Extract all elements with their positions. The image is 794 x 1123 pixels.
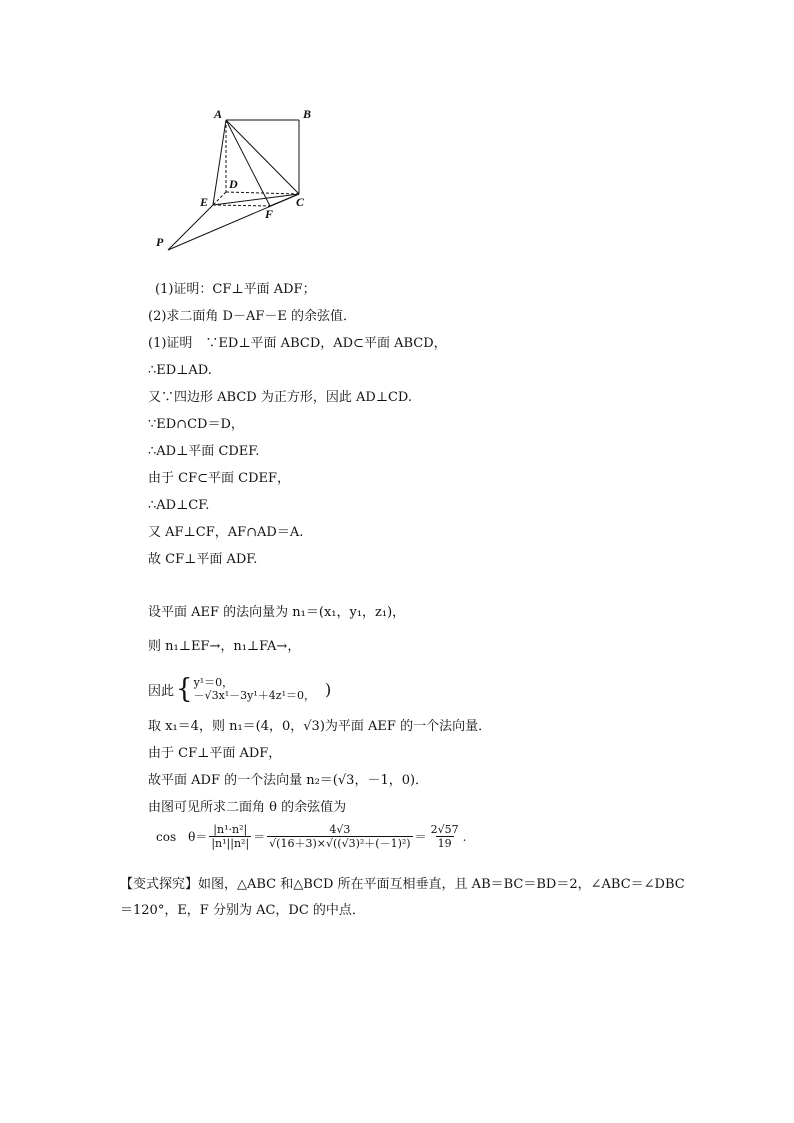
fraction-1-denominator: |n¹||n²|: [211, 837, 250, 850]
edge-AE: [213, 120, 226, 205]
label-P: P: [156, 235, 164, 249]
system-row-2: －√3x¹－3y¹＋4z¹＝0，: [193, 689, 316, 702]
cosine-intro-line: 由图可见所求二面角 θ 的余弦值为: [148, 800, 347, 815]
proof-line-5: ∴AD⊥平面 CDEF.: [148, 444, 260, 459]
normal-vector-line: 设平面 AEF 的法向量为 n₁＝(x₁，y₁，z₁)，: [148, 605, 406, 620]
edge-EP: [168, 205, 213, 250]
fraction-1-numerator: |n¹·n²|: [213, 823, 248, 836]
fraction-2-numerator: 4√3: [329, 823, 351, 836]
equals-1: ＝: [253, 830, 266, 844]
label-E: E: [200, 195, 209, 209]
label-D: D: [229, 177, 238, 191]
label-B: B: [303, 107, 312, 121]
label-C: C: [296, 195, 305, 209]
question-1: (1)证明：CF⊥平面 ADF；: [155, 282, 316, 297]
fraction-2-denominator: √(16＋3)×√((√3)²＋(－1)²): [269, 837, 411, 850]
question-2: (2)求二面角 D－AF－E 的余弦值．: [148, 309, 357, 324]
pyramid-diagram: [150, 100, 320, 260]
proof-line-6: 由于 CF⊂平面 CDEF，: [148, 471, 291, 486]
system-rows: [194, 676, 315, 702]
edge-EF-hidden: [213, 205, 270, 206]
system-suffix: ): [325, 679, 332, 699]
perpendicular-line: 则 n₁⊥EF→，n₁⊥FA→，: [148, 639, 301, 654]
label-F: F: [265, 207, 274, 221]
proof-line-2: ∴ED⊥AD.: [148, 363, 212, 378]
proof-line-1: (1)证明 ∵ED⊥平面 ABCD，AD⊂平面 ABCD，: [148, 336, 447, 351]
proof-line-9: 故 CF⊥平面 ADF.: [148, 552, 258, 567]
fraction-dot-product: [209, 823, 251, 850]
label-A: A: [214, 107, 223, 121]
cos-label: cos θ＝: [156, 830, 208, 844]
equals-2: ＝: [414, 830, 427, 844]
left-brace-icon: {: [176, 673, 193, 705]
proof-line-8: 又 AF⊥CF，AF∩AD＝A.: [148, 525, 304, 540]
choose-x1-line: 取 x₁＝4，则 n₁＝(4，0，√3)为平面 AEF 的一个法向量．: [148, 719, 492, 734]
proof-line-7: ∴AD⊥CF.: [148, 498, 210, 513]
system-prefix: 因此: [148, 683, 175, 699]
system-row-1: y¹＝0，: [193, 676, 234, 689]
fraction-3-numerator: 2√57: [430, 823, 459, 836]
equation-system: [148, 673, 332, 705]
cf-perp-line: 由于 CF⊥平面 ADF，: [148, 746, 282, 761]
fraction-result: [429, 823, 461, 850]
adf-normal-line: 故平面 ADF 的一个法向量 n₂＝(√3，－1，0)．: [148, 773, 429, 788]
fraction-3-denominator: 19: [437, 837, 452, 850]
formula-end: .: [462, 829, 467, 844]
geometry-figure: [150, 100, 320, 260]
cosine-formula: [156, 823, 466, 850]
variant-exploration: 【变式探究】如图，△ABC 和△BCD 所在平面互相垂直，且 AB＝BC＝BD＝2，∠ABC＝∠DBC＝120°，E，F 分别为 AC，DC 的中点．: [120, 877, 685, 918]
fraction-substituted: [267, 823, 412, 850]
proof-line-3: 又∵四边形 ABCD 为正方形，因此 AD⊥CD.: [148, 390, 413, 405]
proof-line-4: ∵ED∩CD＝D，: [148, 417, 244, 432]
